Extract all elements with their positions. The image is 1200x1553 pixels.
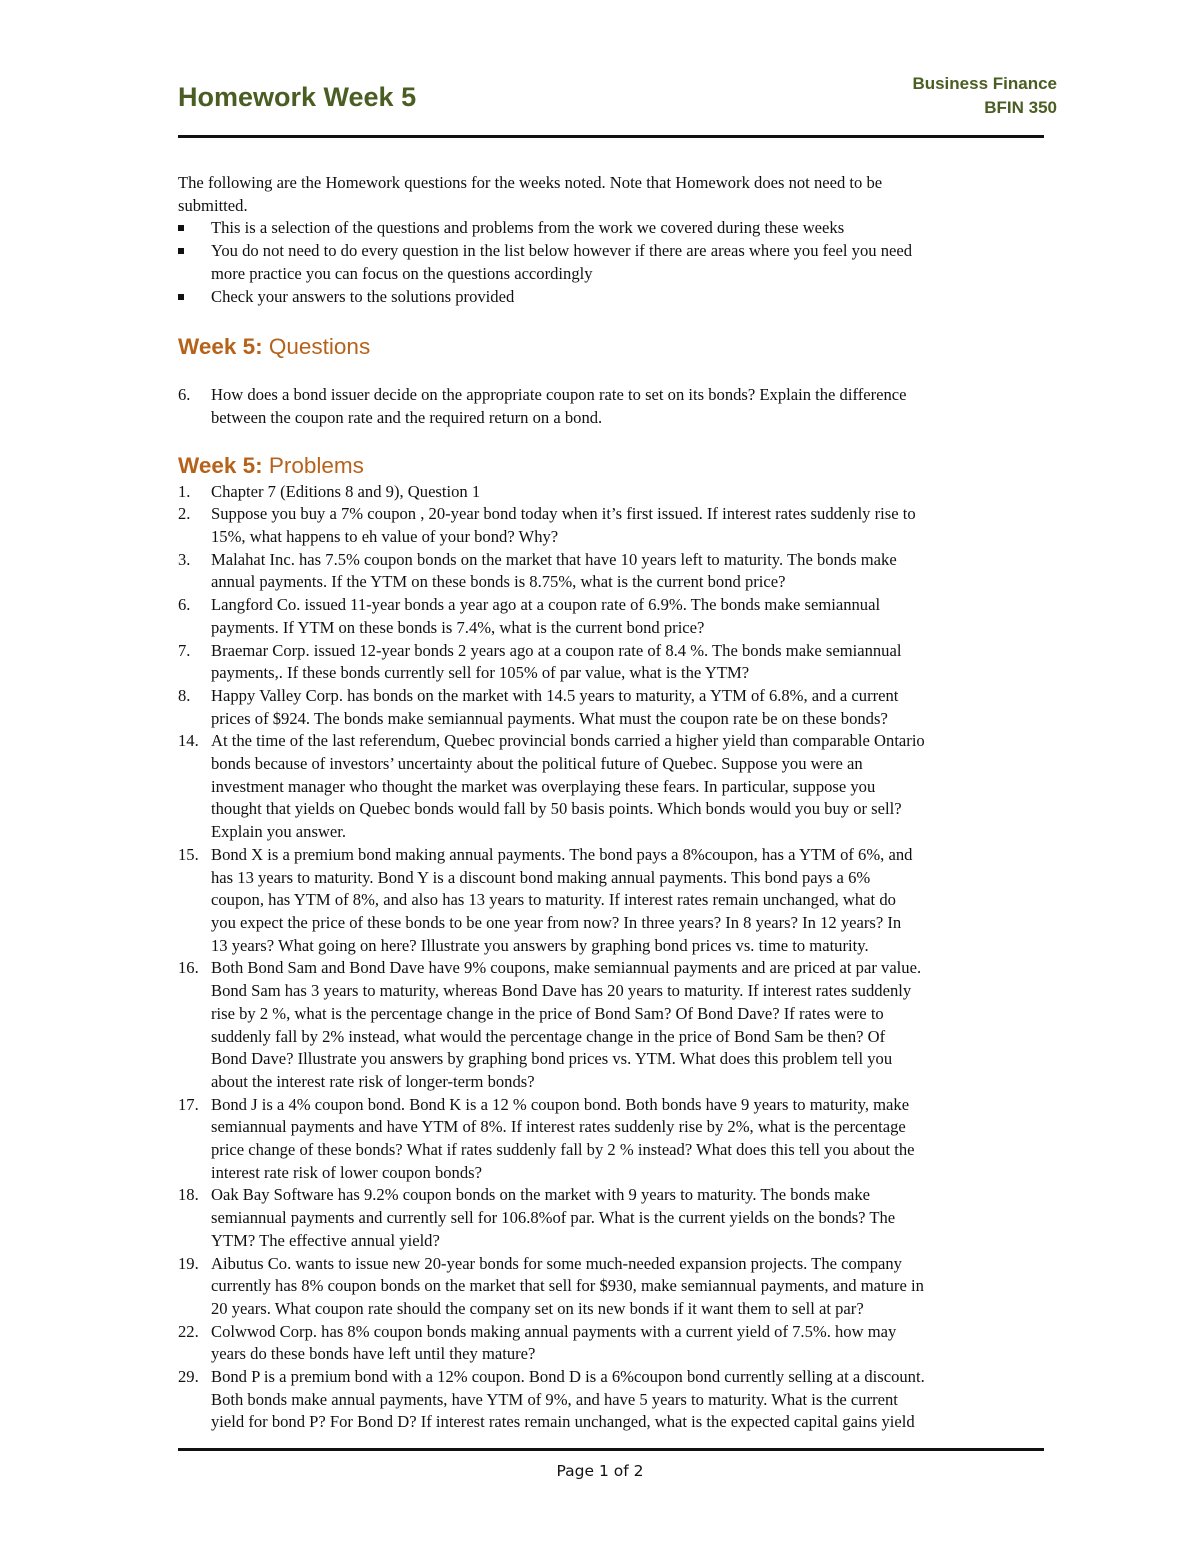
- item-number: 18.: [178, 1185, 199, 1205]
- item-text: How does a bond issuer decide on the appropriate coupon rate to set on its bonds? Explain the difference: [211, 385, 907, 405]
- bullet-item: [178, 240, 1058, 285]
- item-text: Both Bond Sam and Bond Dave have 9% coupons, make semiannual payments and are priced at par value.: [211, 958, 922, 978]
- item-text: semiannual payments and have YTM of 8%. If interest rates suddenly rise by 2%, what is the percentage: [211, 1117, 906, 1137]
- item-text: semiannual payments and currently sell for 106.8%of par. What is the current yields on the bonds? The: [211, 1208, 896, 1228]
- item-text: coupon, has YTM of 8%, and also has 13 years to maturity. If interest rates remain unchanged, what do: [211, 890, 896, 910]
- item-text: Braemar Corp. issued 12-year bonds 2 years ago at a coupon rate of 8.4 %. The bonds make semiannual: [211, 640, 902, 660]
- problem-item: [178, 594, 1058, 639]
- item-text: At the time of the last referendum, Quebec provincial bonds carried a higher yield than comparable Ontario: [211, 731, 925, 751]
- item-text: suddenly fall by 2% instead, what would the percentage change in the price of Bond Sam be then? Of: [211, 1026, 886, 1046]
- item-text: has 13 years to maturity. Bond Y is a discount bond making annual payments. This bond pays a 6%: [211, 867, 871, 887]
- item-text: Bond J is a 4% coupon bond. Bond K is a 12 % coupon bond. Both bonds have 9 years to maturity, make: [211, 1094, 910, 1114]
- bullet-item: [178, 286, 1058, 309]
- item-text: Explain you answer.: [211, 822, 347, 842]
- item-text: Bond P is a premium bond with a 12% coupon. Bond D is a 6%coupon bond currently selling at a discount.: [211, 1367, 925, 1387]
- item-text: about the interest rate risk of longer-term bonds?: [211, 1071, 535, 1091]
- item-text: rise by 2 %, what is the percentage change in the price of Bond Sam? Of Bond Dave? If rates were to: [211, 1003, 884, 1023]
- problems-heading-label: Problems: [262, 452, 364, 478]
- bullet-marker: [178, 294, 184, 300]
- bullet-text: You do not need to do every question in the list below however if there are areas where you feel you need: [211, 241, 913, 261]
- item-text: Bond Dave? Illustrate you answers by graphing bond prices vs. YTM. What does this problem tell you: [211, 1049, 893, 1069]
- problem-item: [178, 730, 1058, 844]
- item-text: price change of these bonds? What if rates suddenly fall by 2 % instead? What does this tell you about the: [211, 1140, 915, 1160]
- problem-item: [178, 503, 1058, 548]
- questions-list: [178, 384, 1058, 429]
- footer-divider: [178, 1448, 1044, 1451]
- item-number: 22.: [178, 1321, 199, 1341]
- item-text: 13 years? What going on here? Illustrate you answers by graphing bond prices vs. time to maturity.: [211, 935, 869, 955]
- problem-item: [178, 1321, 1058, 1366]
- document-body: [178, 172, 1058, 1448]
- item-text: payments,. If these bonds currently sell for 105% of par value, what is the YTM?: [211, 663, 750, 683]
- intro-line: The following are the Homework questions for the weeks noted. Note that Homework does not need to be: [178, 173, 883, 192]
- problem-item: [178, 957, 1058, 1093]
- item-number: 6.: [178, 595, 191, 615]
- item-number: 15.: [178, 844, 199, 864]
- bullet-text: This is a selection of the questions and problems from the work we covered during these weeks: [211, 218, 845, 238]
- problem-item: [178, 1094, 1058, 1185]
- item-text: bonds because of investors’ uncertainty about the political future of Quebec. Suppose you were an: [211, 754, 863, 774]
- bullet-item: [178, 217, 1058, 240]
- page-title: Homework Week 5: [178, 82, 417, 112]
- problem-item: [178, 549, 1058, 594]
- item-text: investment manager who thought the market was overplaying these fears. In particular, suppose you: [211, 776, 876, 796]
- item-text: between the coupon rate and the required return on a bond.: [211, 407, 603, 427]
- item-number: 16.: [178, 958, 199, 978]
- problem-item: [178, 1366, 1058, 1434]
- course-code: BFIN 350: [984, 98, 1057, 117]
- item-text: Chapter 7 (Editions 8 and 9), Question 1: [211, 481, 481, 501]
- page-number: Page 1 of 2: [556, 1462, 644, 1480]
- bullet-marker: [178, 225, 184, 231]
- item-text: Bond X is a premium bond making annual payments. The bond pays a 8%coupon, has a YTM of 6%, and: [211, 844, 913, 864]
- header-divider: [178, 135, 1044, 138]
- item-number: 14.: [178, 731, 199, 751]
- course-info: [912, 72, 1057, 120]
- item-text: yield for bond P? For Bond D? If interest rates remain unchanged, what is the expected capital gains yield: [211, 1412, 915, 1432]
- item-text: YTM? The effective annual yield?: [211, 1230, 440, 1250]
- intro-section: [178, 172, 1058, 308]
- item-text: Both bonds make annual payments, have YTM of 9%, and have 5 years to maturity. What is the current: [211, 1389, 898, 1409]
- course-name: Business Finance: [912, 74, 1057, 93]
- questions-heading-label: Questions: [262, 334, 371, 360]
- problem-item: [178, 1184, 1058, 1252]
- item-text: Langford Co. issued 11-year bonds a year ago at a coupon rate of 6.9%. The bonds make semiannual: [211, 595, 881, 615]
- problem-item: [178, 1253, 1058, 1321]
- problems-heading: [178, 451, 1058, 481]
- problems-list: [178, 481, 1058, 1435]
- item-number: 8.: [178, 685, 191, 705]
- item-number: 3.: [178, 549, 191, 569]
- item-text: years do these bonds have left until they mature?: [211, 1344, 536, 1364]
- item-text: annual payments. If the YTM on these bonds is 8.75%, what is the current bond price?: [211, 572, 786, 592]
- intro-line: submitted.: [178, 195, 248, 215]
- problem-item: [178, 481, 1058, 504]
- problems-heading-week: Week 5:: [178, 452, 263, 478]
- problem-item: [178, 844, 1058, 958]
- item-number: 17.: [178, 1094, 199, 1114]
- item-text: interest rate risk of lower coupon bonds?: [211, 1162, 482, 1182]
- questions-heading: [178, 332, 1058, 362]
- item-text: currently has 8% coupon bonds on the market that sell for $930, make semiannual payments, and mature in: [211, 1276, 924, 1296]
- item-text: Oak Bay Software has 9.2% coupon bonds on the market with 9 years to maturity. The bonds make: [211, 1185, 871, 1205]
- question-item: [178, 384, 1058, 429]
- bullet-text: Check your answers to the solutions provided: [211, 286, 515, 306]
- item-text: prices of $924. The bonds make semiannual payments. What must the coupon rate be on these bonds?: [211, 708, 888, 728]
- questions-heading-week: Week 5:: [178, 334, 263, 360]
- item-text: Malahat Inc. has 7.5% coupon bonds on the market that have 10 years left to maturity. The bonds make: [211, 549, 897, 569]
- item-text: Happy Valley Corp. has bonds on the market with 14.5 years to maturity, a YTM of 6.8%, and a current: [211, 685, 899, 705]
- item-text: 20 years. What coupon rate should the company set on its new bonds if it want them to sell at par?: [211, 1298, 864, 1318]
- item-text: thought that yields on Quebec bonds would fall by 50 basis points. Which bonds would you buy or sell?: [211, 799, 902, 819]
- item-text: you expect the price of these bonds to be one year from now? In three years? In 8 years? In 12 years? In: [211, 912, 902, 932]
- item-text: Colwwod Corp. has 8% coupon bonds making annual payments with a current yield of 7.5%. how may: [211, 1321, 897, 1341]
- item-text: Aibutus Co. wants to issue new 20-year bonds for some much-needed expansion projects. The company: [211, 1253, 902, 1273]
- bullet-text: more practice you can focus on the questions accordingly: [211, 263, 593, 283]
- item-number: 29.: [178, 1367, 199, 1387]
- item-number: 1.: [178, 481, 191, 501]
- item-text: payments. If YTM on these bonds is 7.4%, what is the current bond price?: [211, 617, 705, 637]
- item-number: 2.: [178, 504, 191, 524]
- item-text: Bond Sam has 3 years to maturity, whereas Bond Dave has 20 years to maturity. If interest rates suddenly: [211, 981, 912, 1001]
- item-text: 15%, what happens to eh value of your bond? Why?: [211, 527, 559, 547]
- item-number: 19.: [178, 1253, 199, 1273]
- problem-item: [178, 685, 1058, 730]
- item-number: 7.: [178, 640, 191, 660]
- item-number: 6.: [178, 385, 191, 405]
- item-text: Suppose you buy a 7% coupon , 20-year bond today when it’s first issued. If interest rates suddenly rise to: [211, 504, 916, 524]
- bullet-marker: [178, 248, 184, 254]
- problem-item: [178, 640, 1058, 685]
